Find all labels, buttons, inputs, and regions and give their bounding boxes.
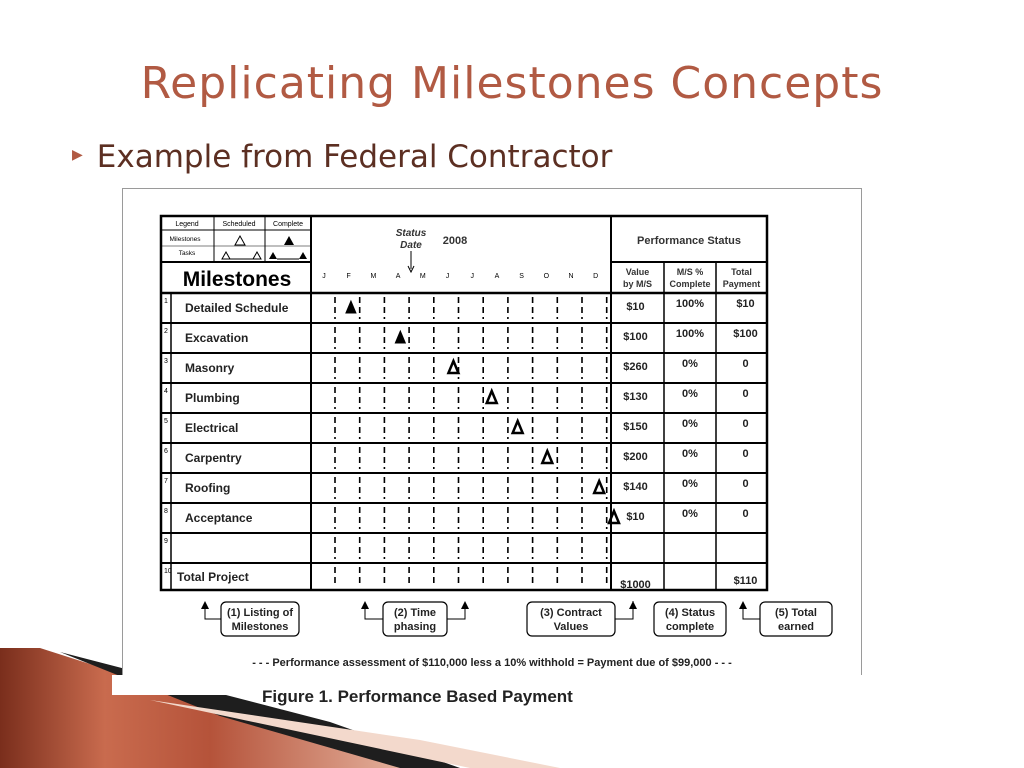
column-header: Payment [722, 279, 761, 289]
milestone-name: Carpentry [185, 451, 242, 465]
value-cell: $1000 [620, 579, 651, 591]
value-cell: $130 [623, 391, 648, 403]
payment-cell: $10 [736, 298, 755, 310]
row-number: 3 [164, 358, 168, 365]
value-cell: $260 [623, 361, 648, 373]
month-label: D [593, 273, 599, 280]
month-label: M [419, 273, 426, 280]
row-number: 5 [164, 418, 168, 425]
payment-cell: $100 [733, 328, 758, 340]
percent-cell: 0% [682, 448, 698, 460]
percent-cell: 0% [682, 478, 698, 490]
payment-cell: 0 [742, 448, 749, 460]
status-date-label: Date [400, 240, 422, 251]
payment-cell: 0 [742, 388, 749, 400]
year-label: 2008 [442, 235, 468, 247]
up-arrow-icon [201, 601, 209, 609]
scheduled-milestone-marker [448, 361, 458, 373]
legend-tasks: Tasks [178, 250, 196, 257]
row-number: 6 [164, 448, 168, 455]
payment-cell: $110 [733, 575, 758, 587]
callout-label: (2) Time [394, 607, 436, 619]
callout-label: (1) Listing of [227, 607, 293, 619]
column-header: Complete [669, 279, 711, 289]
month-label: J [445, 273, 450, 280]
scheduled-task-icon [253, 252, 261, 259]
up-arrow-icon [361, 601, 369, 609]
callout-label: Milestones [231, 621, 289, 633]
row-number: 4 [164, 388, 168, 395]
bullet-item [72, 139, 612, 175]
callout-label: (5) Total [775, 607, 817, 619]
up-arrow-icon [461, 601, 469, 609]
triangle-right-icon: ▶ [72, 146, 83, 163]
legend-scheduled: Scheduled [222, 221, 256, 228]
scheduled-milestone-marker [513, 421, 523, 433]
column-header: Total [731, 267, 752, 277]
legend-milestones: Milestones [169, 236, 201, 243]
complete-task-icon [269, 252, 277, 259]
slide-title: Replicating Milestones Concepts [140, 58, 884, 109]
column-header: by M/S [622, 279, 653, 289]
callout-label: complete [665, 621, 715, 633]
scheduled-task-icon [222, 252, 230, 259]
month-label: M [370, 273, 377, 280]
figure-caption [112, 675, 872, 706]
value-cell: $200 [623, 451, 648, 463]
row-number: 7 [164, 478, 168, 485]
month-label: O [543, 273, 550, 280]
payment-cell: 0 [742, 418, 749, 430]
percent-cell: 0% [682, 508, 698, 520]
complete-milestone-marker [346, 301, 356, 313]
scheduled-milestone-marker [487, 391, 497, 403]
row-number: 10 [164, 568, 172, 575]
month-label: S [519, 273, 524, 280]
callout-label: phasing [393, 621, 437, 633]
value-cell: $10 [626, 301, 645, 313]
percent-cell: 100% [675, 298, 705, 310]
month-label: N [568, 273, 574, 280]
milestone-chart [123, 189, 861, 679]
complete-milestone-icon [284, 236, 294, 245]
milestones-heading: Milestones [182, 268, 292, 291]
milestone-name: Masonry [185, 361, 235, 375]
value-cell: $100 [623, 331, 648, 343]
payment-cell: 0 [742, 358, 749, 370]
month-label: A [494, 273, 500, 280]
percent-cell: 0% [682, 358, 698, 370]
payment-cell: 0 [742, 478, 749, 490]
callout-label: earned [777, 621, 815, 633]
row-number: 2 [164, 328, 168, 335]
milestone-figure [122, 188, 862, 680]
callout-label: (3) Contract [540, 607, 602, 619]
month-label: J [470, 273, 474, 280]
figure-caption-text: Figure 1. Performance Based Payment [262, 687, 573, 706]
percent-cell: 0% [682, 388, 698, 400]
complete-milestone-marker [395, 331, 405, 343]
value-cell: $140 [623, 481, 648, 493]
milestone-name: Plumbing [185, 391, 240, 405]
column-header: M/S % [676, 267, 704, 277]
scheduled-milestone-marker [542, 451, 552, 463]
milestone-name: Roofing [185, 481, 231, 495]
performance-status-label: Performance Status [637, 235, 741, 247]
month-label: F [346, 273, 351, 280]
row-number: 9 [164, 538, 168, 545]
column-header: Value [625, 267, 650, 277]
milestone-name: Acceptance [185, 511, 253, 525]
complete-task-icon [299, 252, 307, 259]
value-cell: $150 [623, 421, 648, 433]
percent-cell: 0% [682, 418, 698, 430]
milestone-name: Detailed Schedule [185, 301, 289, 315]
month-label: J [322, 273, 326, 280]
value-cell: $10 [626, 511, 645, 523]
up-arrow-icon [739, 601, 747, 609]
milestone-name: Electrical [185, 421, 239, 435]
milestone-name: Total Project [177, 570, 249, 584]
month-label: A [395, 273, 401, 280]
scheduled-milestone-marker [594, 481, 604, 493]
callout-label: Values [553, 621, 589, 633]
row-number: 8 [164, 508, 168, 515]
status-date-label: Status [395, 228, 427, 239]
row-number: 1 [164, 298, 168, 305]
legend-complete: Complete [273, 221, 303, 228]
payment-cell: 0 [742, 508, 749, 520]
bullet-text: Example from Federal Contractor [96, 139, 613, 175]
callout-label: (4) Status [664, 607, 716, 619]
percent-cell: 100% [675, 328, 705, 340]
milestone-name: Excavation [185, 331, 249, 345]
scheduled-milestone-icon [235, 236, 245, 245]
legend-label: Legend [175, 221, 199, 228]
payment-summary: - - - Performance assessment of $110,000 less a 10% withhold = Payment due of $99,000 - - - [252, 657, 732, 669]
